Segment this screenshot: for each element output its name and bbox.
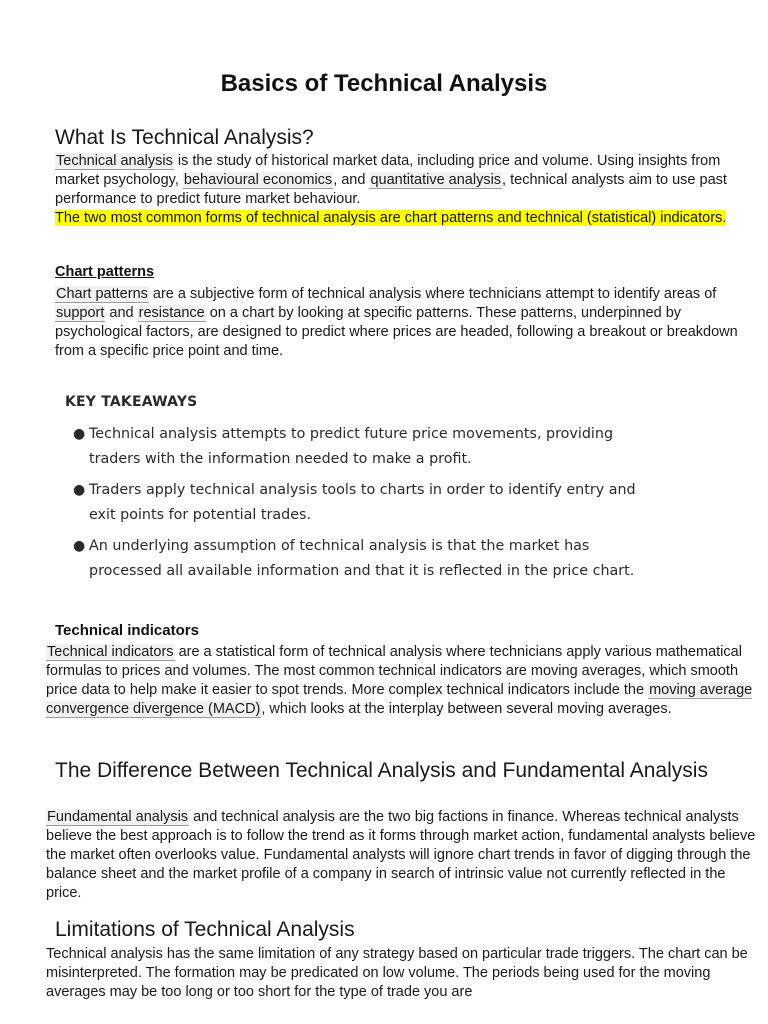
link-technical-analysis[interactable]: Technical analysis bbox=[56, 153, 173, 169]
list-item: ● Traders apply technical analysis tools to charts in order to identify entry and exit points for potential trades. bbox=[65, 478, 645, 528]
link-behavioural-economics[interactable]: behavioural economics bbox=[183, 172, 333, 188]
section-heading-what-is: What Is Technical Analysis? bbox=[55, 126, 314, 149]
list-item: ● An underlying assumption of technical analysis is that the market has processed all available information and that it is reflected in the price chart. bbox=[65, 534, 645, 584]
subheading-chart-patterns: Chart patterns bbox=[55, 264, 155, 280]
paragraph-chart-patterns: Chart patterns are a subjective form of technical analysis where technicians attempt to identify areas of support and resistance on a chart by looking at specific patterns. These patterns, underpinned by psychological factors, are designed to predict where prices are headed, following a breakout or breakdown from a specific price point and time. bbox=[55, 286, 738, 359]
bullet-icon: ● bbox=[73, 482, 86, 498]
key-takeaways-list bbox=[65, 422, 645, 584]
link-quantitative-analysis[interactable]: quantitative analysis bbox=[370, 172, 502, 188]
paragraph-limitations: Technical analysis has the same limitation of any strategy based on particular trade triggers. The chart can be misinterpreted. The formation may be predicated on low volume. The periods being used for the moving averages may be too long or too short for the type of trade you are bbox=[46, 946, 748, 1000]
link-support[interactable]: support bbox=[56, 305, 105, 321]
paragraph-difference: Fundamental analysis and technical analysis are the two big factions in finance. Whereas technical analysts believe the best approach is to follow the trend as it forms through market action, fundamental analysts believe the market often overlooks value. Fundamental analysts will ignore chart trends in favor of digging through the balance sheet and the market profile of a company in search of intrinsic value not currently reflected in the price. bbox=[46, 809, 756, 901]
key-takeaways-heading: KEY TAKEAWAYS bbox=[65, 394, 198, 410]
bullet-icon: ● bbox=[73, 538, 86, 554]
link-technical-indicators[interactable]: Technical indicators bbox=[47, 644, 174, 660]
section-heading-limitations: Limitations of Technical Analysis bbox=[55, 918, 355, 941]
paragraph-intro: Technical analysis is the study of historical market data, including price and volume. Using insights from market psychology, behavioural economics, and quantitative analysis, technical analysts aim to use past performance to predict future market behaviour. The two most common forms of technical analysis are chart patterns and technical (statistical) indicators. bbox=[55, 153, 727, 226]
bullet-icon: ● bbox=[73, 426, 86, 442]
paragraph-technical-indicators: Technical indicators are a statistical form of technical analysis where technicians apply various mathematical formulas to prices and volumes. The most common technical indicators are moving averages, which smooth price data to help make it easier to spot trends. More complex technical indicators include the moving average convergence divergence (MACD), which looks at the interplay between several moving averages. bbox=[46, 644, 753, 717]
list-item: ● Technical analysis attempts to predict future price movements, providing traders with the information needed to make a profit. bbox=[65, 422, 645, 472]
key-takeaways-box bbox=[65, 394, 645, 590]
highlighted-sentence: The two most common forms of technical analysis are chart patterns and technical (statistical) indicators. bbox=[55, 210, 727, 226]
subheading-technical-indicators: Technical indicators bbox=[55, 622, 199, 639]
link-chart-patterns[interactable]: Chart patterns bbox=[56, 286, 148, 302]
link-macd[interactable]: moving average convergence divergence (MACD) bbox=[46, 682, 753, 717]
link-fundamental-analysis[interactable]: Fundamental analysis bbox=[47, 809, 189, 825]
section-heading-difference: The Difference Between Technical Analysis and Fundamental Analysis bbox=[55, 759, 708, 782]
document-title: Basics of Technical Analysis bbox=[220, 70, 548, 97]
link-resistance[interactable]: resistance bbox=[138, 305, 205, 321]
